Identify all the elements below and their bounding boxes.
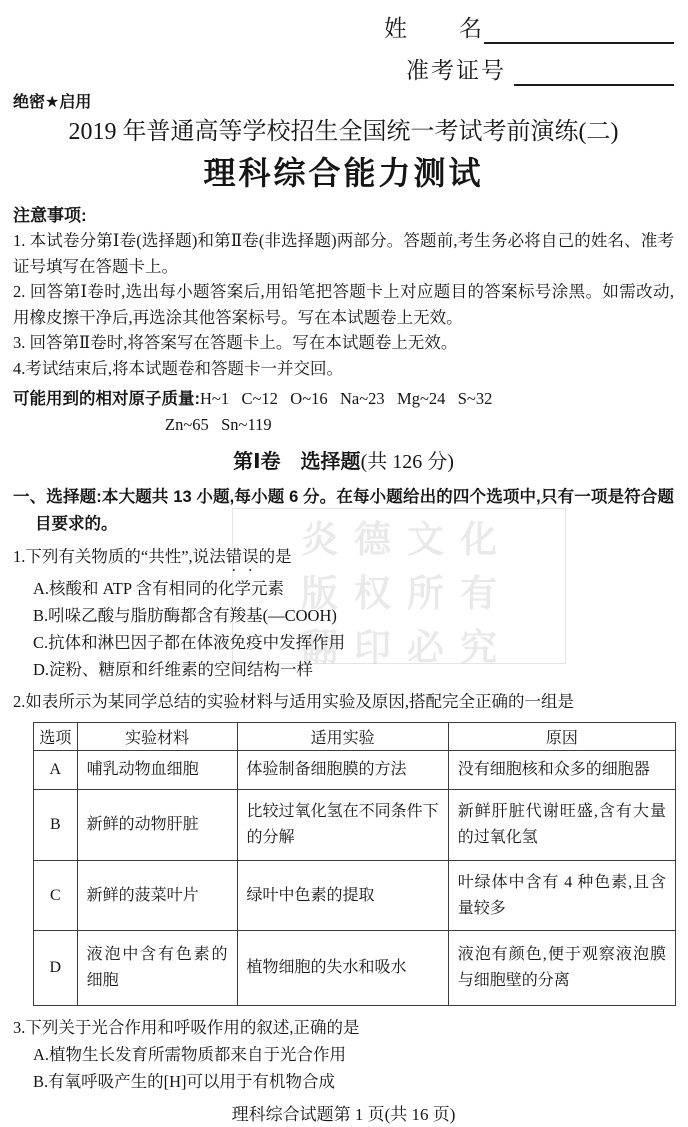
selection-instruction: 一、选择题:本大题共 13 小题,每小题 6 分。在每小题给出的四个选项中,只有一项是符合题目要求的。 [13, 488, 674, 533]
table-row [34, 751, 676, 790]
notice-item-4: 4.考试结束后,将本试题卷和答题卡一并交回。 [13, 358, 343, 378]
name-field-blank [484, 14, 674, 44]
name-field-row [13, 14, 674, 44]
question-3-option-b: B.有氧呼吸产生的[H]可以用于有机物合成 [33, 1072, 336, 1091]
table-row [34, 790, 676, 861]
table-cell-option: C [34, 861, 78, 931]
question-1-stem-suffix: 的是 [258, 547, 292, 566]
materials-table [33, 722, 676, 1006]
name-field-label: 姓 名 [384, 16, 484, 41]
page-footer: 理科综合试题第 1 页(共 16 页) [231, 1105, 456, 1124]
question-1-stem-emphasis: 错误 [225, 547, 259, 566]
notice-heading: 注意事项: [13, 206, 87, 225]
exam-title: 理科综合能力测试 [203, 155, 484, 191]
notice-item-1: 1. 本试卷分第Ⅰ卷(选择题)和第Ⅱ卷(非选择题)两部分。答题前,考生务必将自己的姓名、准考证号填写在答题卡上。 [13, 231, 674, 276]
atomic-mass-values: H~1 C~12 O~16 Na~23 Mg~24 S~32 [200, 389, 493, 408]
question-1-option-d: D.淀粉、糖原和纤维素的空间结构一样 [33, 660, 314, 679]
secrecy-label: 绝密★启用 [13, 94, 92, 111]
question-1-stem-prefix: 1.下列有关物质的“共性”,说法 [13, 547, 226, 566]
exam-subtitle: 2019 年普通高等学校招生全国统一考试考前演练(二) [68, 119, 619, 145]
table-header-material: 实验材料 [77, 723, 237, 751]
admission-field-row [13, 56, 674, 86]
section-1-heading [13, 448, 674, 476]
watermark-line: 版权所有 [301, 573, 513, 614]
atomic-mass-line1 [13, 386, 674, 412]
table-cell-option: B [34, 790, 78, 861]
table-cell-reason: 液泡有颜色,便于观察液泡膜与细胞壁的分离 [448, 931, 675, 1006]
table-cell-material: 液泡中含有色素的细胞 [77, 931, 237, 1006]
atomic-mass-line2: Zn~65 Sn~119 [165, 415, 272, 434]
admission-field-label: 准考证号 [406, 58, 506, 83]
table-row [34, 861, 676, 931]
notice-item-2: 2. 回答第Ⅰ卷时,选出每小题答案后,用铅笔把答题卡上对应题目的答案标号涂黑。如需改动,用橡皮擦干净后,再选涂其他答案标号。写在本试题卷上无效。 [13, 282, 674, 327]
table-header-reason: 原因 [448, 723, 675, 751]
question-3-stem: 3.下列关于光合作用和呼吸作用的叙述,正确的是 [13, 1018, 360, 1037]
table-cell-material: 哺乳动物血细胞 [77, 751, 237, 790]
notice-item-3: 3. 回答第Ⅱ卷时,将答案写在答题卡上。写在本试题卷上无效。 [13, 333, 458, 352]
table-cell-material: 新鲜的菠菜叶片 [77, 861, 237, 931]
admission-field-blank [514, 56, 674, 86]
table-cell-experiment: 比较过氧化氢在不同条件下的分解 [237, 790, 448, 861]
table-cell-option: D [34, 931, 78, 1006]
watermark-line: 翻印必究 [301, 627, 513, 668]
table-header-row [34, 723, 676, 751]
question-2-stem: 2.如表所示为某同学总结的实验材料与适用实验及原因,搭配完全正确的一组是 [13, 692, 574, 711]
table-row [34, 931, 676, 1006]
table-cell-material: 新鲜的动物肝脏 [77, 790, 237, 861]
question-1-option-a: A.核酸和 ATP 含有相同的化学元素 [33, 579, 285, 598]
table-cell-reason: 叶绿体中含有 4 种色素,且含量较多 [448, 861, 675, 931]
question-1-stem [13, 543, 674, 575]
table-header-option: 选项 [34, 723, 78, 751]
table-cell-experiment: 体验制备细胞膜的方法 [237, 751, 448, 790]
table-cell-reason: 没有细胞核和众多的细胞器 [448, 751, 675, 790]
table-cell-experiment: 植物细胞的失水和吸水 [237, 931, 448, 1006]
section-1-heading-points: (共 126 分) [360, 451, 454, 473]
watermark-line: 炎德文化 [301, 519, 513, 560]
table-cell-experiment: 绿叶中色素的提取 [237, 861, 448, 931]
atomic-mass-label: 可能用到的相对原子质量: [13, 390, 200, 408]
question-1-option-c: C.抗体和淋巴因子都在体液免疫中发挥作用 [33, 633, 346, 652]
question-3-option-a: A.植物生长发育所需物质都来自于光合作用 [33, 1045, 347, 1064]
table-header-experiment: 适用实验 [237, 723, 448, 751]
section-1-heading-title: 第Ⅰ卷 选择题 [233, 451, 361, 473]
question-1-option-b: B.吲哚乙酸与脂肪酶都含有羧基(—COOH) [33, 606, 337, 625]
table-cell-reason: 新鲜肝脏代谢旺盛,含有大量的过氧化氢 [448, 790, 675, 861]
table-cell-option: A [34, 751, 78, 790]
